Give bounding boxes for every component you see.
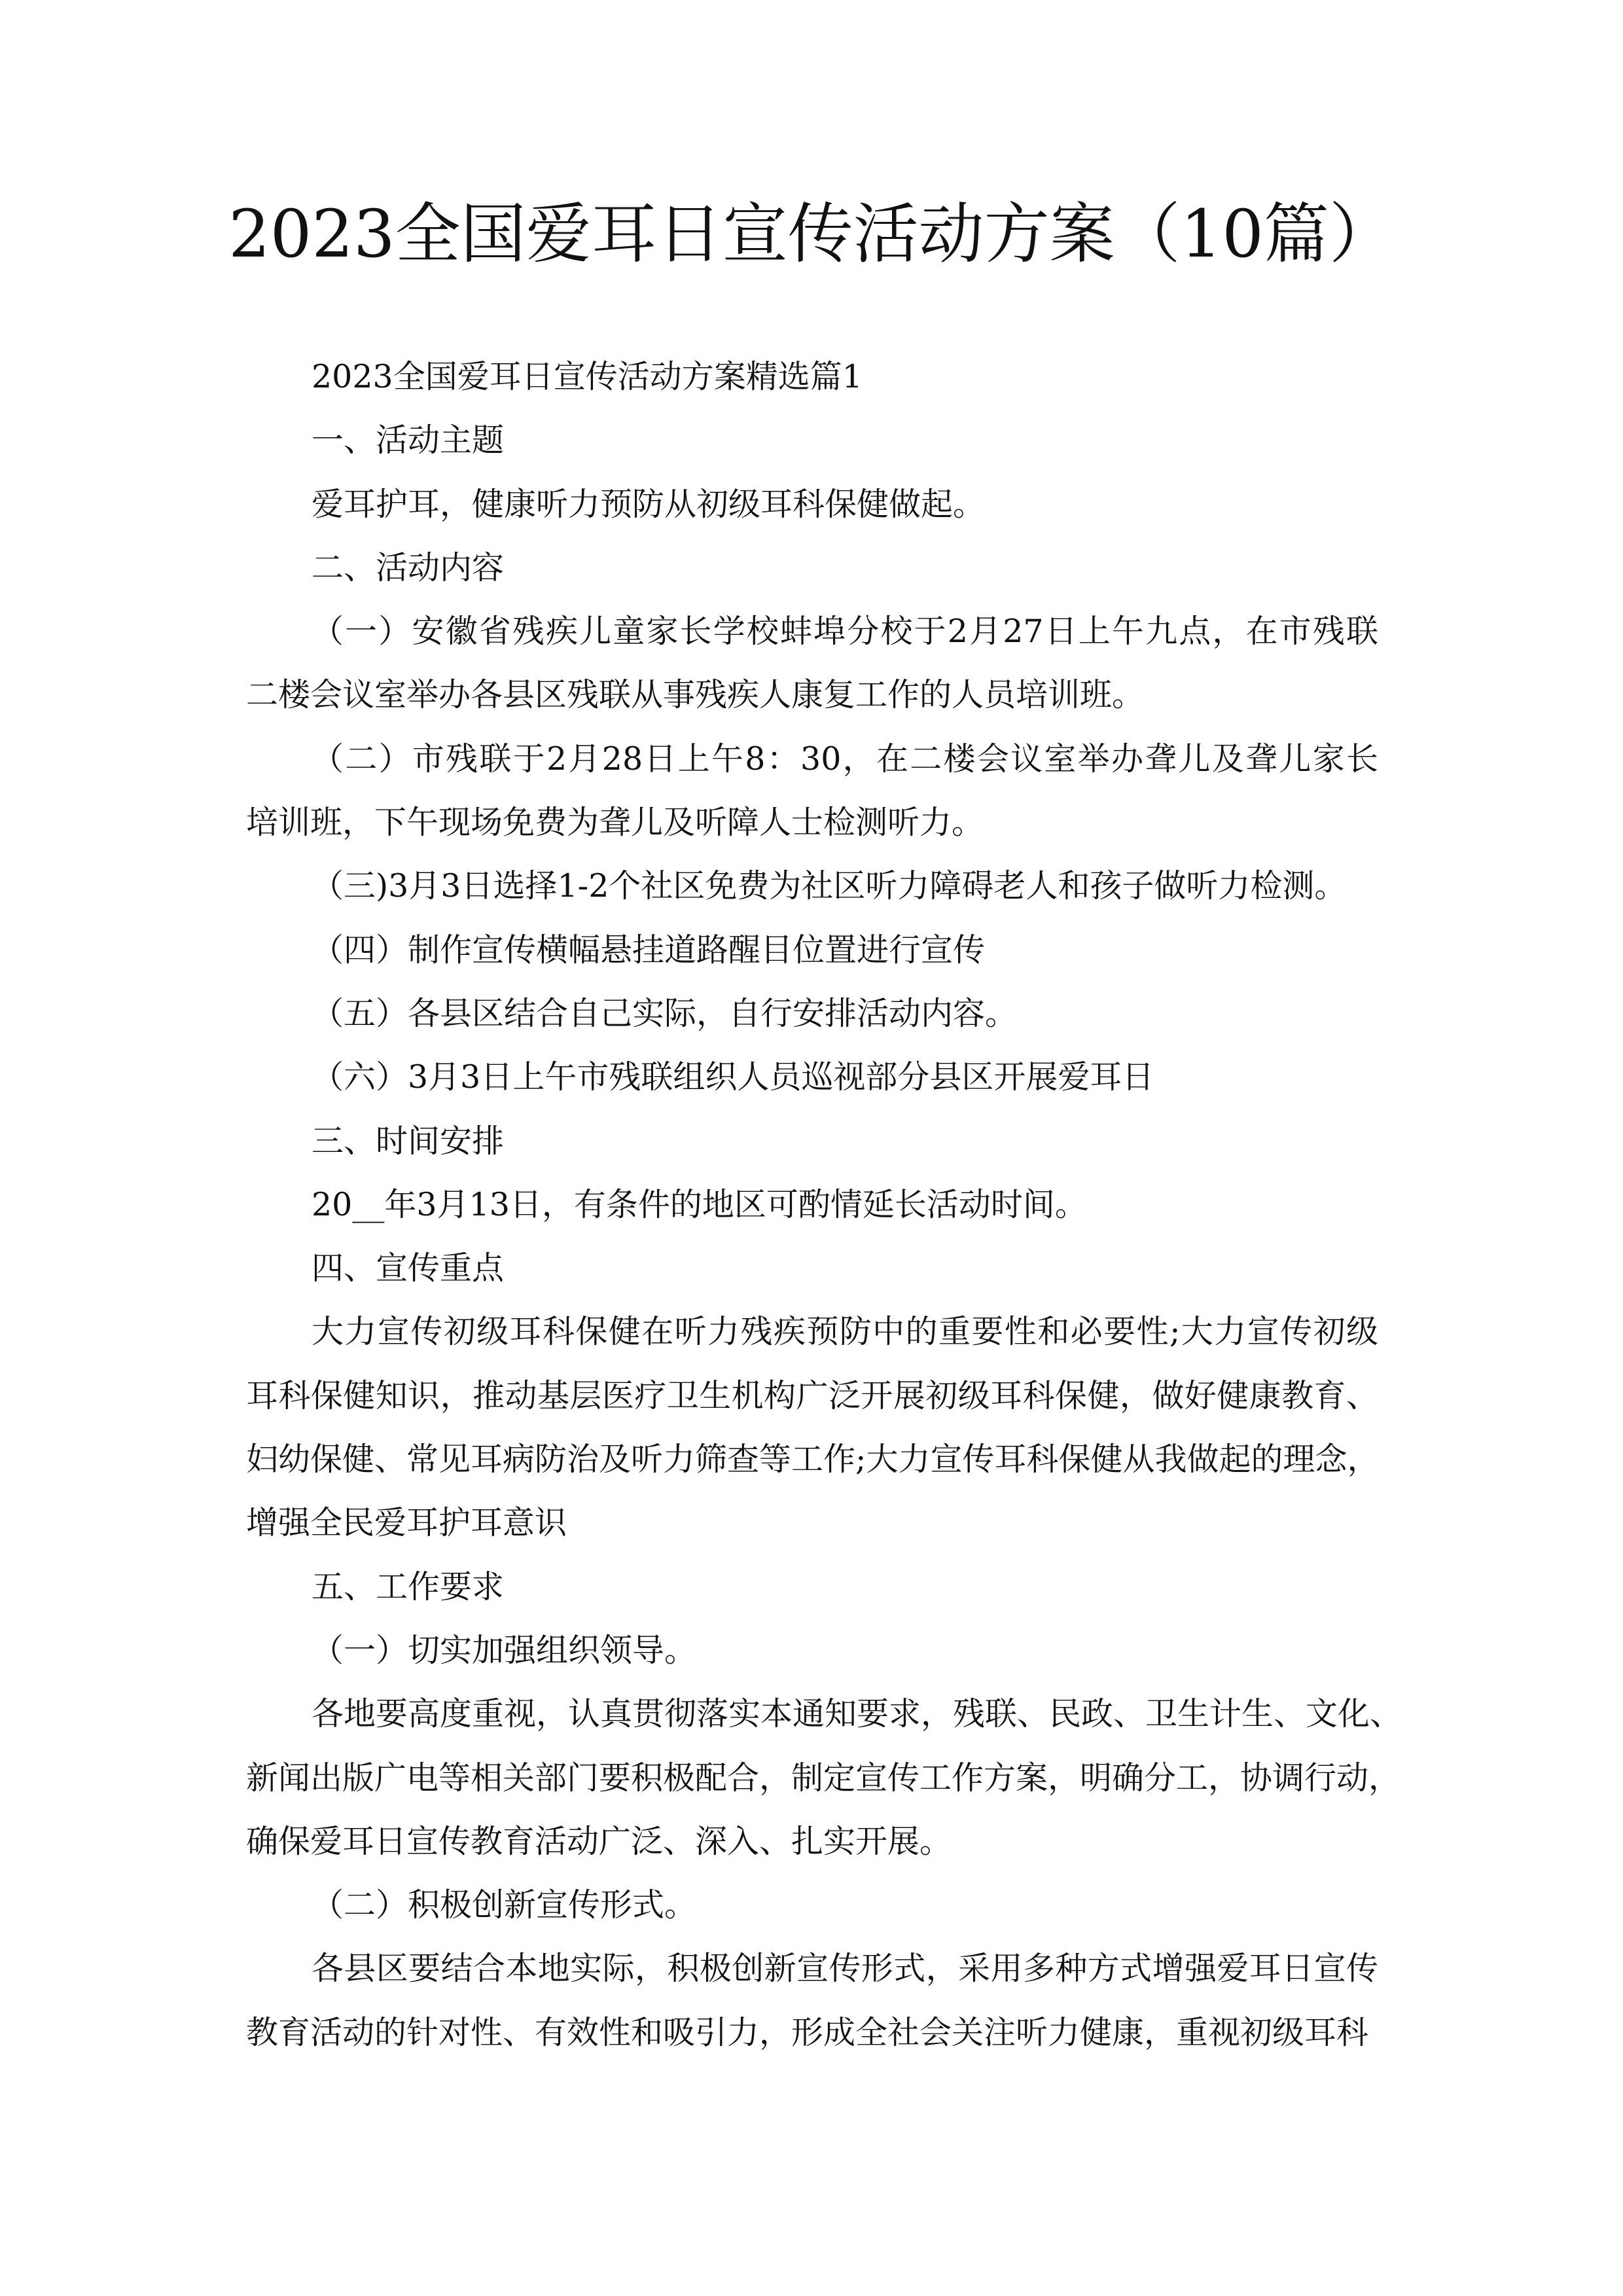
paragraph xyxy=(246,1873,1378,1937)
paragraph xyxy=(246,1300,1378,1554)
paragraph xyxy=(246,1045,1378,1109)
paragraph xyxy=(246,1682,1402,1873)
text-line: （三)3月3日选择1-2个社区免费为社区听力障碍老人和孩子做听力检测。 xyxy=(312,867,1347,905)
paragraph xyxy=(246,727,1378,855)
text-line: 20__年3月13日，有条件的地区可酌情延长活动时间。 xyxy=(312,1185,1087,1223)
paragraph xyxy=(246,345,1378,408)
text-line: 耳科保健知识，推动基层医疗卫生机构广泛开展初级耳科保健，做好健康教育、 xyxy=(246,1376,1378,1414)
text-line: （六）3月3日上午市残联组织人员巡视部分县区开展爱耳日 xyxy=(312,1058,1154,1096)
text-line: 一、活动主题 xyxy=(312,422,505,459)
text-line: 大力宣传初级耳科保健在听力残疾预防中的重要性和必要性;大力宣传初级 xyxy=(312,1313,1378,1351)
text-line: 新闻出版广电等相关部门要积极配合，制定宣传工作方案，明确分工，协调行动， xyxy=(246,1759,1401,1797)
text-line: 五、工作要求 xyxy=(312,1568,505,1605)
paragraph xyxy=(246,982,1378,1045)
paragraph xyxy=(246,473,1378,536)
paragraph xyxy=(246,1236,1378,1300)
paragraph xyxy=(246,918,1378,982)
text-line: 四、宣传重点 xyxy=(312,1249,505,1287)
text-line: 二、活动内容 xyxy=(312,548,505,586)
text-line: 各县区要结合本地实际，积极创新宣传形式，采用多种方式增强爱耳日宣传 xyxy=(312,1950,1378,1988)
text-line: 二楼会议室举办各县区残联从事残疾人康复工作的人员培训班。 xyxy=(246,676,1145,714)
text-line: 三、时间安排 xyxy=(312,1122,505,1160)
document-title: 2023全国爱耳日宣传活动方案（10篇） xyxy=(228,196,1395,272)
text-line: （四）制作宣传横幅悬挂道路醒目位置进行宣传 xyxy=(312,931,986,969)
text-line: 各地要高度重视，认真贯彻落实本通知要求，残联、民政、卫生计生、文化、 xyxy=(312,1695,1402,1733)
paragraph xyxy=(246,1619,1378,1682)
text-line: （五）各县区结合自己实际，自行安排活动内容。 xyxy=(312,994,1018,1032)
paragraph xyxy=(246,408,1378,472)
text-line: 妇幼保健、常见耳病防治及听力筛查等工作;大力宣传耳科保健从我做起的理念， xyxy=(246,1441,1380,1479)
text-line: （一）安徽省残疾儿童家长学校蚌埠分校于2月27日上午九点，在市残联 xyxy=(312,613,1378,651)
paragraph xyxy=(246,1109,1378,1173)
paragraph xyxy=(246,854,1378,918)
document-body xyxy=(246,345,1402,2064)
text-line: （一）切实加强组织领导。 xyxy=(312,1631,697,1669)
text-line: 2023全国爱耳日宣传活动方案精选篇1 xyxy=(312,358,863,395)
text-line: 确保爱耳日宣传教育活动广泛、深入、扎实开展。 xyxy=(246,1822,952,1860)
paragraph xyxy=(246,1555,1378,1619)
text-line: 爱耳护耳，健康听力预防从初级耳科保健做起。 xyxy=(312,485,986,523)
text-line: 培训班，下午现场免费为聋儿及听障人士检测听力。 xyxy=(246,804,984,842)
paragraph xyxy=(246,536,1378,600)
text-line: 教育活动的针对性、有效性和吸引力，形成全社会关注听力健康，重视初级耳科 xyxy=(246,2013,1369,2051)
paragraph xyxy=(246,1173,1378,1236)
text-line: （二）市残联于2月28日上午8：30，在二楼会议室举办聋儿及聋儿家长 xyxy=(312,740,1378,778)
text-line: （二）积极创新宣传形式。 xyxy=(312,1886,697,1924)
paragraph xyxy=(246,1937,1378,2064)
paragraph xyxy=(246,600,1378,727)
text-line: 增强全民爱耳护耳意识 xyxy=(246,1504,567,1542)
